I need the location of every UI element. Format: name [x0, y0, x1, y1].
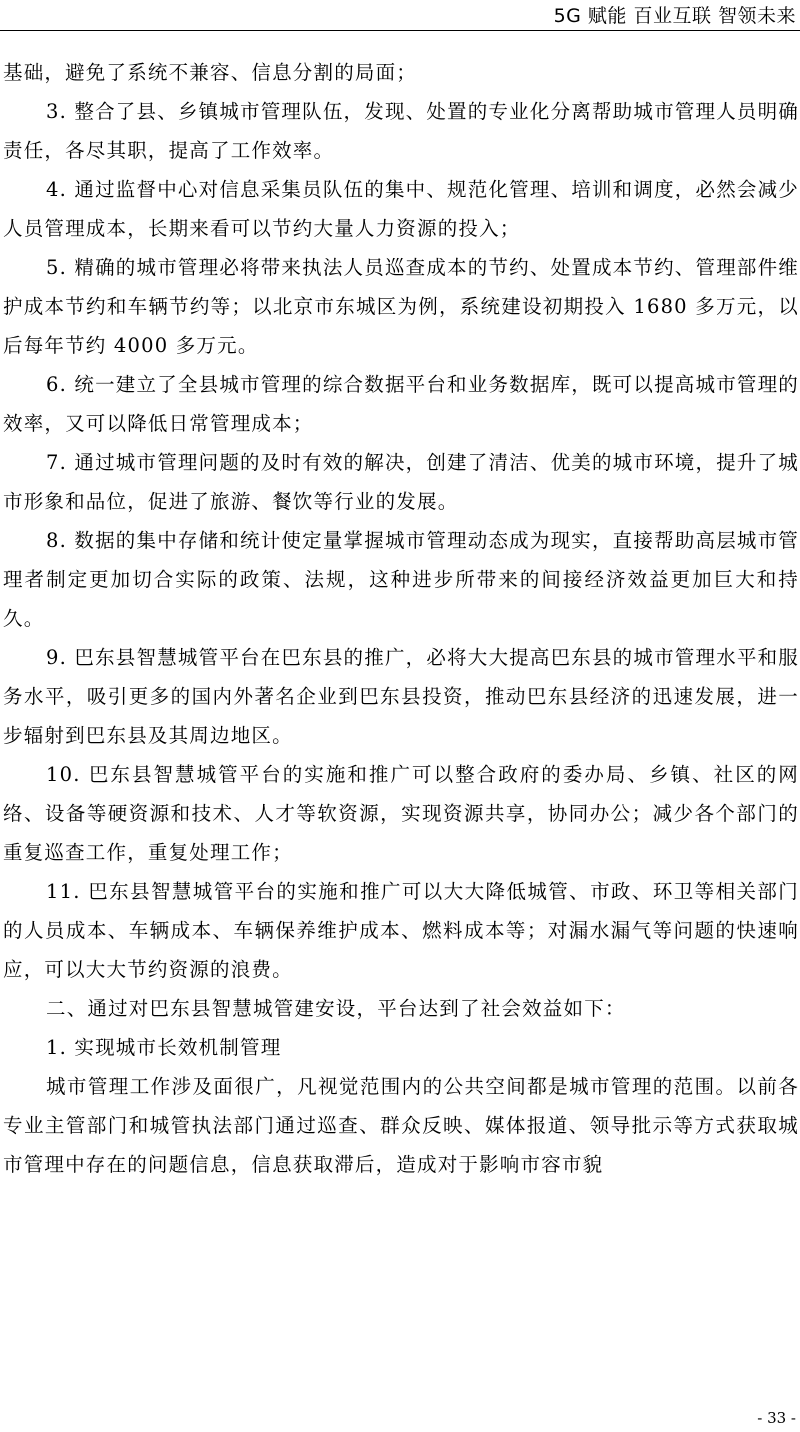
- paragraph-item-7: 7. 通过城市管理问题的及时有效的解决，创建了清洁、优美的城市环境，提升了城市形象和品位，促进了旅游、餐饮等行业的发展。: [3, 451, 799, 513]
- document-body: [3, 53, 799, 1184]
- paragraph-item-3: 3. 整合了县、乡镇城市管理队伍，发现、处置的专业化分离帮助城市管理人员明确责任，各尽其职，提高了工作效率。: [3, 100, 799, 162]
- paragraph-item-5: 5. 精确的城市管理必将带来执法人员巡查成本的节约、处置成本节约、管理部件维护成本节约和车辆节约等；以北京市东城区为例，系统建设初期投入 1680 多万元，以后每年节约 4000 多万元。: [3, 256, 799, 357]
- paragraph-body: 城市管理工作涉及面很广，凡视觉范围内的公共空间都是城市管理的范围。以前各专业主管部门和城管执法部门通过巡查、群众反映、媒体报道、领导批示等方式获取城市管理中存在的问题信息，信息获取滞后，造成对于影响市容市貌: [3, 1075, 799, 1176]
- paragraph-item-6: 6. 统一建立了全县城市管理的综合数据平台和业务数据库，既可以提高城市管理的效率，又可以降低日常管理成本；: [3, 373, 799, 435]
- subsection-heading: 1. 实现城市长效机制管理: [46, 1036, 282, 1059]
- paragraph-item-9: 9. 巴东县智慧城管平台在巴东县的推广，必将大大提高巴东县的城市管理水平和服务水平，吸引更多的国内外著名企业到巴东县投资，推动巴东县经济的迅速发展，进一步辐射到巴东县及其周边地区。: [3, 646, 799, 747]
- header-divider: [0, 30, 800, 31]
- paragraph-item-8: 8. 数据的集中存储和统计使定量掌握城市管理动态成为现实，直接帮助高层城市管理者制定更加切合实际的政策、法规，这种进步所带来的间接经济效益更加巨大和持久。: [3, 529, 799, 630]
- paragraph-continuation: 基础，避免了系统不兼容、信息分割的局面；: [3, 61, 418, 84]
- section-heading: 二、通过对巴东县智慧城管建安设，平台达到了社会效益如下：: [46, 997, 626, 1020]
- page-number: - 33 -: [757, 1409, 796, 1427]
- paragraph-item-11: 11. 巴东县智慧城管平台的实施和推广可以大大降低城管、市政、环卫等相关部门的人员成本、车辆成本、车辆保养维护成本、燃料成本等；对漏水漏气等问题的快速响应，可以大大节约资源的浪费。: [3, 880, 799, 981]
- header-title: 5G 赋能 百业互联 智领未来: [553, 5, 796, 27]
- page-header: [0, 0, 800, 34]
- paragraph-item-10: 10. 巴东县智慧城管平台的实施和推广可以整合政府的委办局、乡镇、社区的网络、设备等硬资源和技术、人才等软资源，实现资源共享，协同办公；减少各个部门的重复巡查工作，重复处理工作；: [3, 763, 799, 864]
- paragraph-item-4: 4. 通过监督中心对信息采集员队伍的集中、规范化管理、培训和调度，必然会减少人员管理成本，长期来看可以节约大量人力资源的投入；: [3, 178, 799, 240]
